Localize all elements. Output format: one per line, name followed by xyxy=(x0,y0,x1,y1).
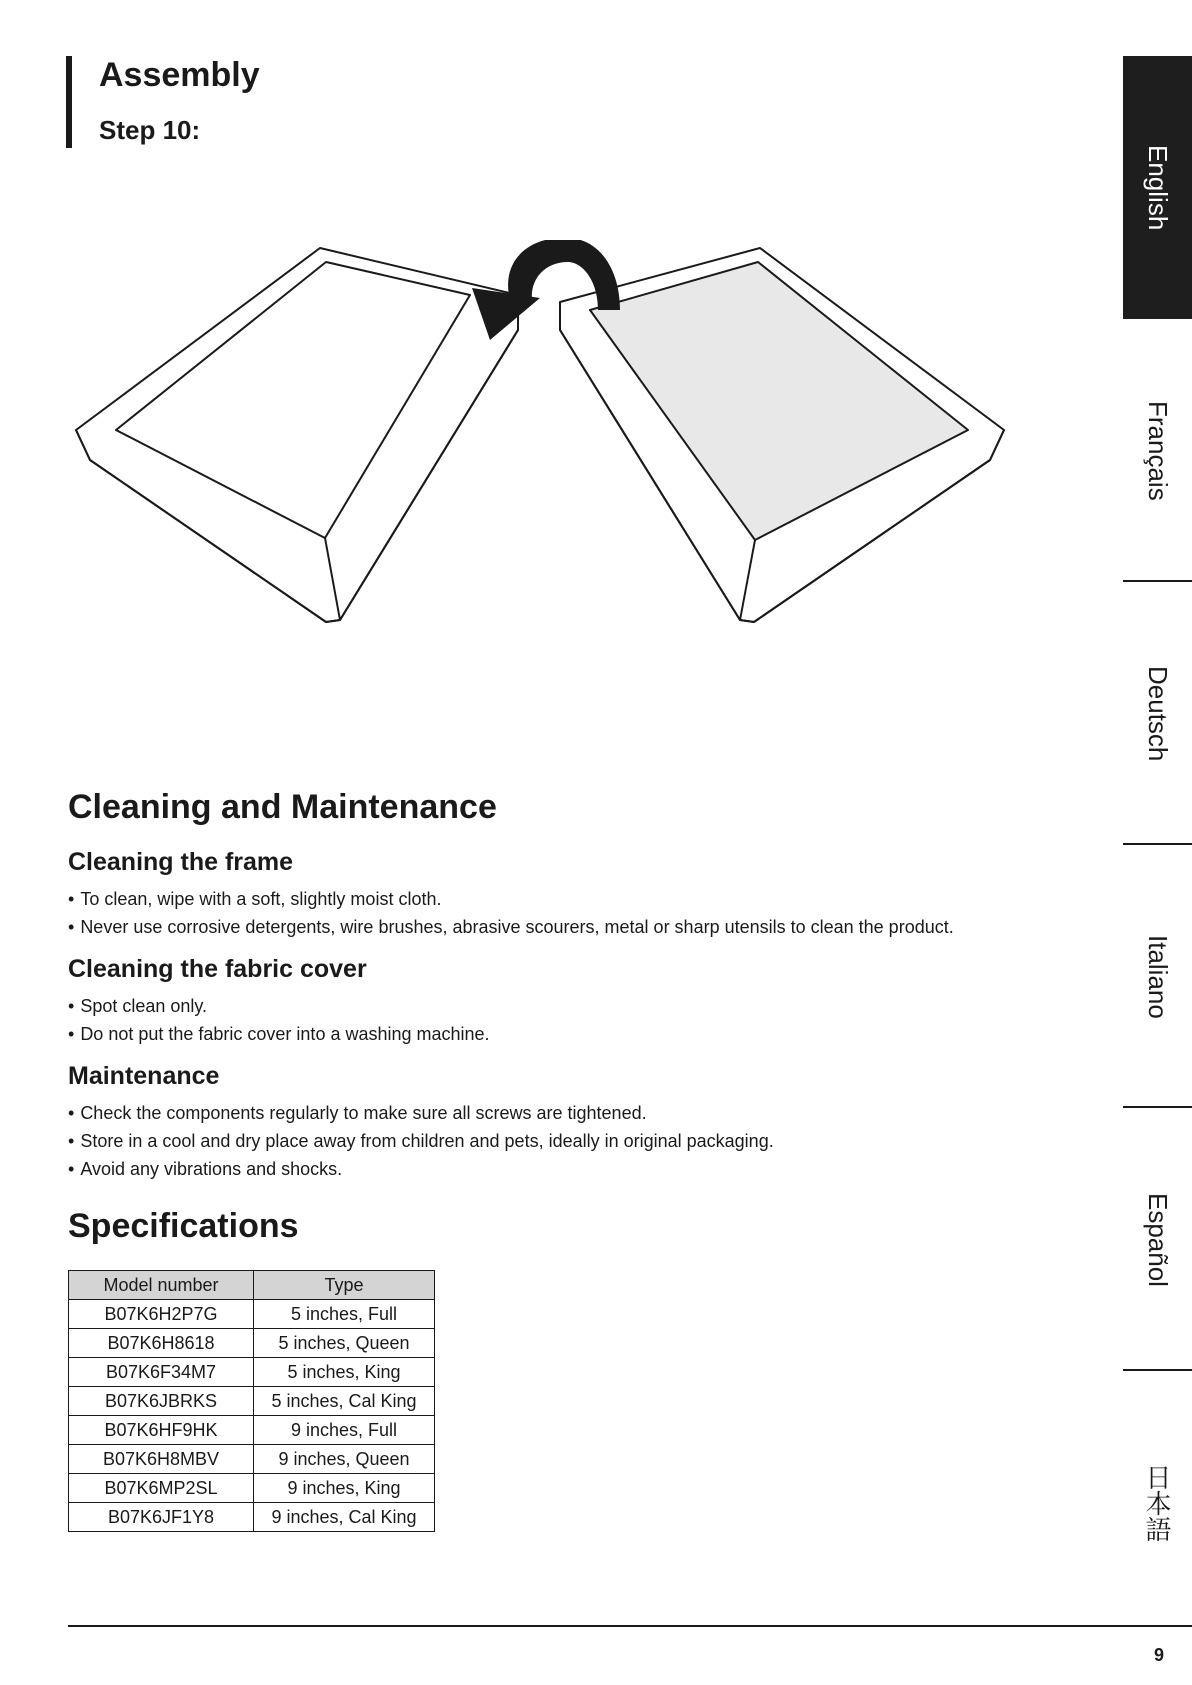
table-row xyxy=(69,1358,435,1387)
footer-divider xyxy=(68,1625,1192,1627)
cleaning-fabric-title: Cleaning the fabric cover xyxy=(68,955,367,983)
model-cell: B07K6JBRKS xyxy=(69,1387,254,1416)
model-cell: B07K6H2P7G xyxy=(69,1300,254,1329)
tab-japanese[interactable] xyxy=(1123,1371,1192,1634)
tab-italiano[interactable] xyxy=(1123,845,1192,1108)
model-cell: B07K6JF1Y8 xyxy=(69,1503,254,1532)
tab-english[interactable] xyxy=(1123,56,1192,319)
assembly-illustration xyxy=(70,240,1090,680)
tab-label: Français xyxy=(1143,400,1173,501)
list-item: • Do not put the fabric cover into a washing machine. xyxy=(68,1020,490,1048)
type-cell: 5 inches, Full xyxy=(254,1300,435,1329)
cleaning-fabric-list xyxy=(68,992,490,1048)
table-row xyxy=(69,1503,435,1532)
right-bed-base-panel xyxy=(560,248,1004,622)
list-item: • Check the components regularly to make sure all screws are tightened. xyxy=(68,1099,774,1127)
specifications-table xyxy=(68,1270,435,1532)
column-header-model: Model number xyxy=(69,1271,254,1300)
list-item: • Store in a cool and dry place away from children and pets, ideally in original packaging. xyxy=(68,1127,774,1155)
step-title: Step 10: xyxy=(99,115,201,145)
list-item: • Avoid any vibrations and shocks. xyxy=(68,1155,774,1183)
language-tabs xyxy=(1123,56,1192,1634)
tab-label: Deutsch xyxy=(1143,665,1173,762)
table-row xyxy=(69,1300,435,1329)
model-cell: B07K6H8618 xyxy=(69,1329,254,1358)
type-cell: 5 inches, Cal King xyxy=(254,1387,435,1416)
model-cell: B07K6HF9HK xyxy=(69,1416,254,1445)
specifications-title: Specifications xyxy=(68,1207,299,1245)
tab-deutsch[interactable] xyxy=(1123,582,1192,845)
section-title: Assembly xyxy=(99,56,260,94)
tab-label: Italiano xyxy=(1143,934,1173,1019)
cleaning-frame-list xyxy=(68,885,954,941)
model-cell: B07K6MP2SL xyxy=(69,1474,254,1503)
column-header-type: Type xyxy=(254,1271,435,1300)
type-cell: 9 inches, King xyxy=(254,1474,435,1503)
tab-label: English xyxy=(1143,144,1173,231)
table-row xyxy=(69,1329,435,1358)
cleaning-frame-title: Cleaning the frame xyxy=(68,848,294,876)
model-cell: B07K6H8MBV xyxy=(69,1445,254,1474)
tab-label: 日本語 xyxy=(1142,1463,1172,1542)
table-row xyxy=(69,1474,435,1503)
section-marker-bar xyxy=(66,56,72,148)
table-header-row xyxy=(69,1271,435,1300)
type-cell: 9 inches, Full xyxy=(254,1416,435,1445)
list-item: • Spot clean only. xyxy=(68,992,490,1020)
maintenance-title: Maintenance xyxy=(68,1062,220,1090)
type-cell: 5 inches, King xyxy=(254,1358,435,1387)
list-item: • Never use corrosive detergents, wire brushes, abrasive scourers, metal or sharp utensils to clean the product. xyxy=(68,913,954,941)
left-bed-base-panel xyxy=(76,248,518,622)
type-cell: 5 inches, Queen xyxy=(254,1329,435,1358)
tab-francais[interactable] xyxy=(1123,319,1192,582)
page-number: 9 xyxy=(1153,1645,1164,1665)
table-row xyxy=(69,1416,435,1445)
table-row xyxy=(69,1387,435,1416)
type-cell: 9 inches, Cal King xyxy=(254,1503,435,1532)
model-cell: B07K6F34M7 xyxy=(69,1358,254,1387)
type-cell: 9 inches, Queen xyxy=(254,1445,435,1474)
list-item: • To clean, wipe with a soft, slightly moist cloth. xyxy=(68,885,954,913)
tab-espanol[interactable] xyxy=(1123,1108,1192,1371)
cleaning-title: Cleaning and Maintenance xyxy=(68,788,497,826)
table-row xyxy=(69,1445,435,1474)
tab-label: Español xyxy=(1143,1192,1173,1287)
maintenance-list xyxy=(68,1099,774,1183)
